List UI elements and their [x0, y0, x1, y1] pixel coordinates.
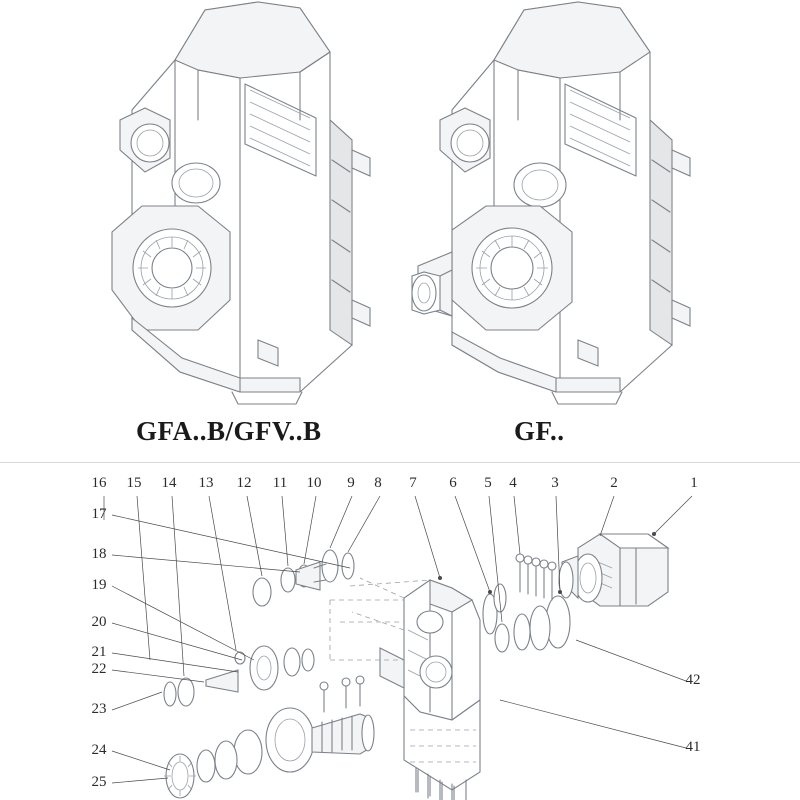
callout-number-21: 21	[91, 644, 107, 660]
gearbox-view-left	[112, 2, 370, 404]
gearbox-view-right	[412, 2, 690, 404]
motor-assembly	[559, 534, 668, 606]
callout-number-9: 9	[347, 475, 355, 491]
caption-gf: GF..	[514, 416, 565, 446]
callout-number-2: 2	[610, 475, 618, 491]
callout-number-7: 7	[409, 475, 417, 491]
caption-gfa-b-gfv-b: GFA..B/GFV..B	[136, 416, 322, 446]
callout-number-4: 4	[509, 475, 517, 491]
callout-number-42: 42	[685, 672, 701, 688]
callout-number-5: 5	[484, 475, 492, 491]
callout-number-13: 13	[198, 475, 214, 491]
callout-number-3: 3	[551, 475, 559, 491]
callout-number-23: 23	[91, 701, 107, 717]
callout-number-6: 6	[449, 475, 457, 491]
callout-number-18: 18	[91, 546, 107, 562]
callout-number-41: 41	[685, 739, 701, 755]
callout-number-20: 20	[91, 614, 107, 630]
callout-number-8: 8	[374, 475, 382, 491]
callout-number-19: 19	[91, 577, 107, 593]
callout-number-16: 16	[91, 475, 107, 491]
callout-number-14: 14	[161, 475, 177, 491]
callout-number-10: 10	[306, 475, 322, 491]
callout-number-12: 12	[236, 475, 252, 491]
callout-number-25: 25	[91, 774, 107, 790]
callout-number-22: 22	[91, 661, 107, 677]
callout-number-15: 15	[126, 475, 142, 491]
callout-number-11: 11	[272, 475, 288, 491]
callout-number-17: 17	[91, 506, 107, 522]
exploded-assembly-diagram	[104, 496, 692, 800]
callout-number-24: 24	[91, 742, 107, 758]
callout-number-1: 1	[690, 475, 698, 491]
section-divider	[0, 462, 800, 463]
